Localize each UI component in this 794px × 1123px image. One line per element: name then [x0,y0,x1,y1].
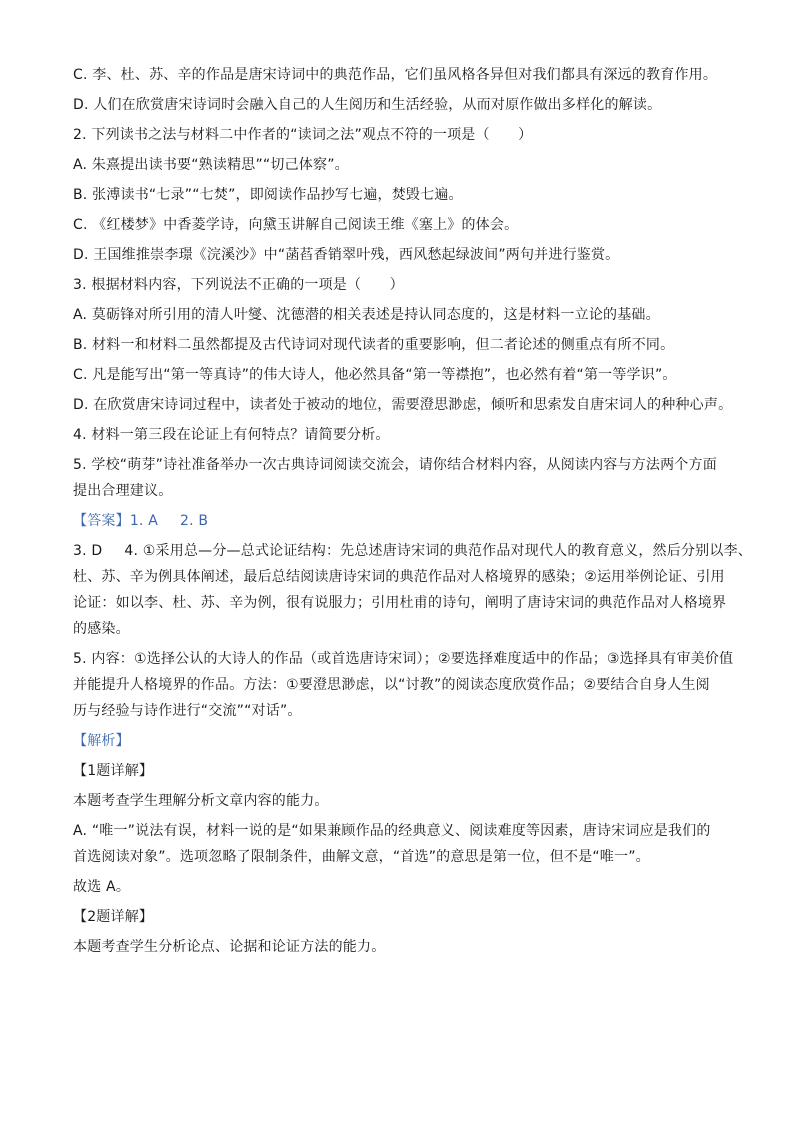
answer-3: 3. D [73,543,103,559]
option-c-q1: C. 李、杜、苏、辛的作品是唐宋诗词中的典范作品，它们虽风格各异但对我们都具有深远的教育作用。 [73,67,718,83]
q1-detail-a-line-2: 首选阅读对象”。选项忽略了限制条件，曲解文意，“首选”的意思是第一位，但不是“唯一”。 [73,849,650,865]
q2-detail-heading: 【2题详解】 [73,909,154,925]
q1-detail-intro: 本题考查学生理解分析文章内容的能力。 [73,793,329,809]
option-a-q3: A. 莫砺锋对所引用的清人叶燮、沈德潜的相关表述是持认同态度的，这是材料一立论的基础。 [73,307,660,323]
answer-4-line-1: 4. ①采用总—分—总式论证结构：先总述唐诗宋词的典范作品对现代人的教育意义，然后分别以李、 [124,543,752,559]
option-c-q2: C. 《红楼梦》中香菱学诗，向黛玉讲解自己阅读王维《塞上》的体会。 [73,217,519,233]
question-5-line-2: 提出合理建议。 [73,483,173,499]
q1-detail-heading: 【1题详解】 [73,763,154,779]
answer-label: 【答案】 [73,513,130,529]
option-a-q2: A. 朱熹提出读书要“熟读精思”“切己体察”。 [73,157,349,173]
option-d-q1: D. 人们在欣赏唐宋诗词时会融入自己的人生阅历和生活经验，从而对原作做出多样化的解读。 [73,97,662,113]
answer-4-line-2: 杜、苏、辛为例具体阐述，最后总结阅读唐诗宋词的典范作品对人格境界的感染；②运用举例论证、引用 [73,569,725,585]
question-4: 4. 材料一第三段在论证上有何特点？请简要分析。 [73,427,390,443]
answer-2: 2. B [180,513,209,529]
answer-4-line-4: 的感染。 [73,621,130,637]
answer-5-line-3: 历与经验与诗作进行“交流”“对话”。 [73,703,302,719]
answer-row-2 [73,538,752,564]
option-b-q2: B. 张溥读书“七录”“七焚”，即阅读作品抄写七遍，焚毁七遍。 [73,187,463,203]
question-3: 3. 根据材料内容，下列说法不正确的一项是（ ） [73,277,404,293]
answer-5-line-1: 5. 内容：①选择公认的大诗人的作品（或首选唐诗宋词）；②要选择难度适中的作品；③选择具有审美价值 [73,651,734,667]
question-2: 2. 下列读书之法与材料二中作者的“读词之法”观点不符的一项是（ ） [73,127,533,143]
q2-detail-intro: 本题考查学生分析论点、论据和论证方法的能力。 [73,939,386,955]
answer-4-line-3: 论证：如以李、杜、苏、辛为例，很有说服力；引用杜甫的诗句，阐明了唐诗宋词的典范作品对人格境界 [73,595,727,611]
answer-5-line-2: 并能提升人格境界的作品。方法：①要澄思渺虑，以“讨教”的阅读态度欣赏作品；②要结合自身人生阅 [73,677,710,693]
answer-1: 1. A [129,513,158,529]
document-page [73,62,752,960]
analysis-label: 【解析】 [73,733,130,749]
option-c-q3: C. 凡是能写出“第一等真诗”的伟大诗人，他必然具备“第一等襟抱”，也必然有着“第一等学识”。 [73,367,677,383]
option-d-q2: D. 王国维推崇李璟《浣溪沙》中“菡萏香销翠叶残，西风愁起绿波间”两句并进行鉴赏。 [73,247,620,263]
question-5-line-1: 5. 学校“萌芽”诗社准备举办一次古典诗词阅读交流会，请你结合材料内容，从阅读内容与方法两个方面 [73,457,717,473]
q1-detail-conclusion: 故选 A。 [73,879,131,895]
q1-detail-a-line-1: A. “唯一”说法有误，材料一说的是“如果兼顾作品的经典意义、阅读难度等因素，唐诗宋词应是我们的 [73,823,711,839]
option-d-q3: D. 在欣赏唐宋诗词过程中，读者处于被动的地位，需要澄思渺虑，倾听和思索发自唐宋词人的种种心声。 [73,397,733,413]
answer-row-1 [73,508,723,534]
option-b-q3: B. 材料一和材料二虽然都提及古代诗词对现代读者的重要影响，但二者论述的侧重点有所不同。 [73,337,675,353]
